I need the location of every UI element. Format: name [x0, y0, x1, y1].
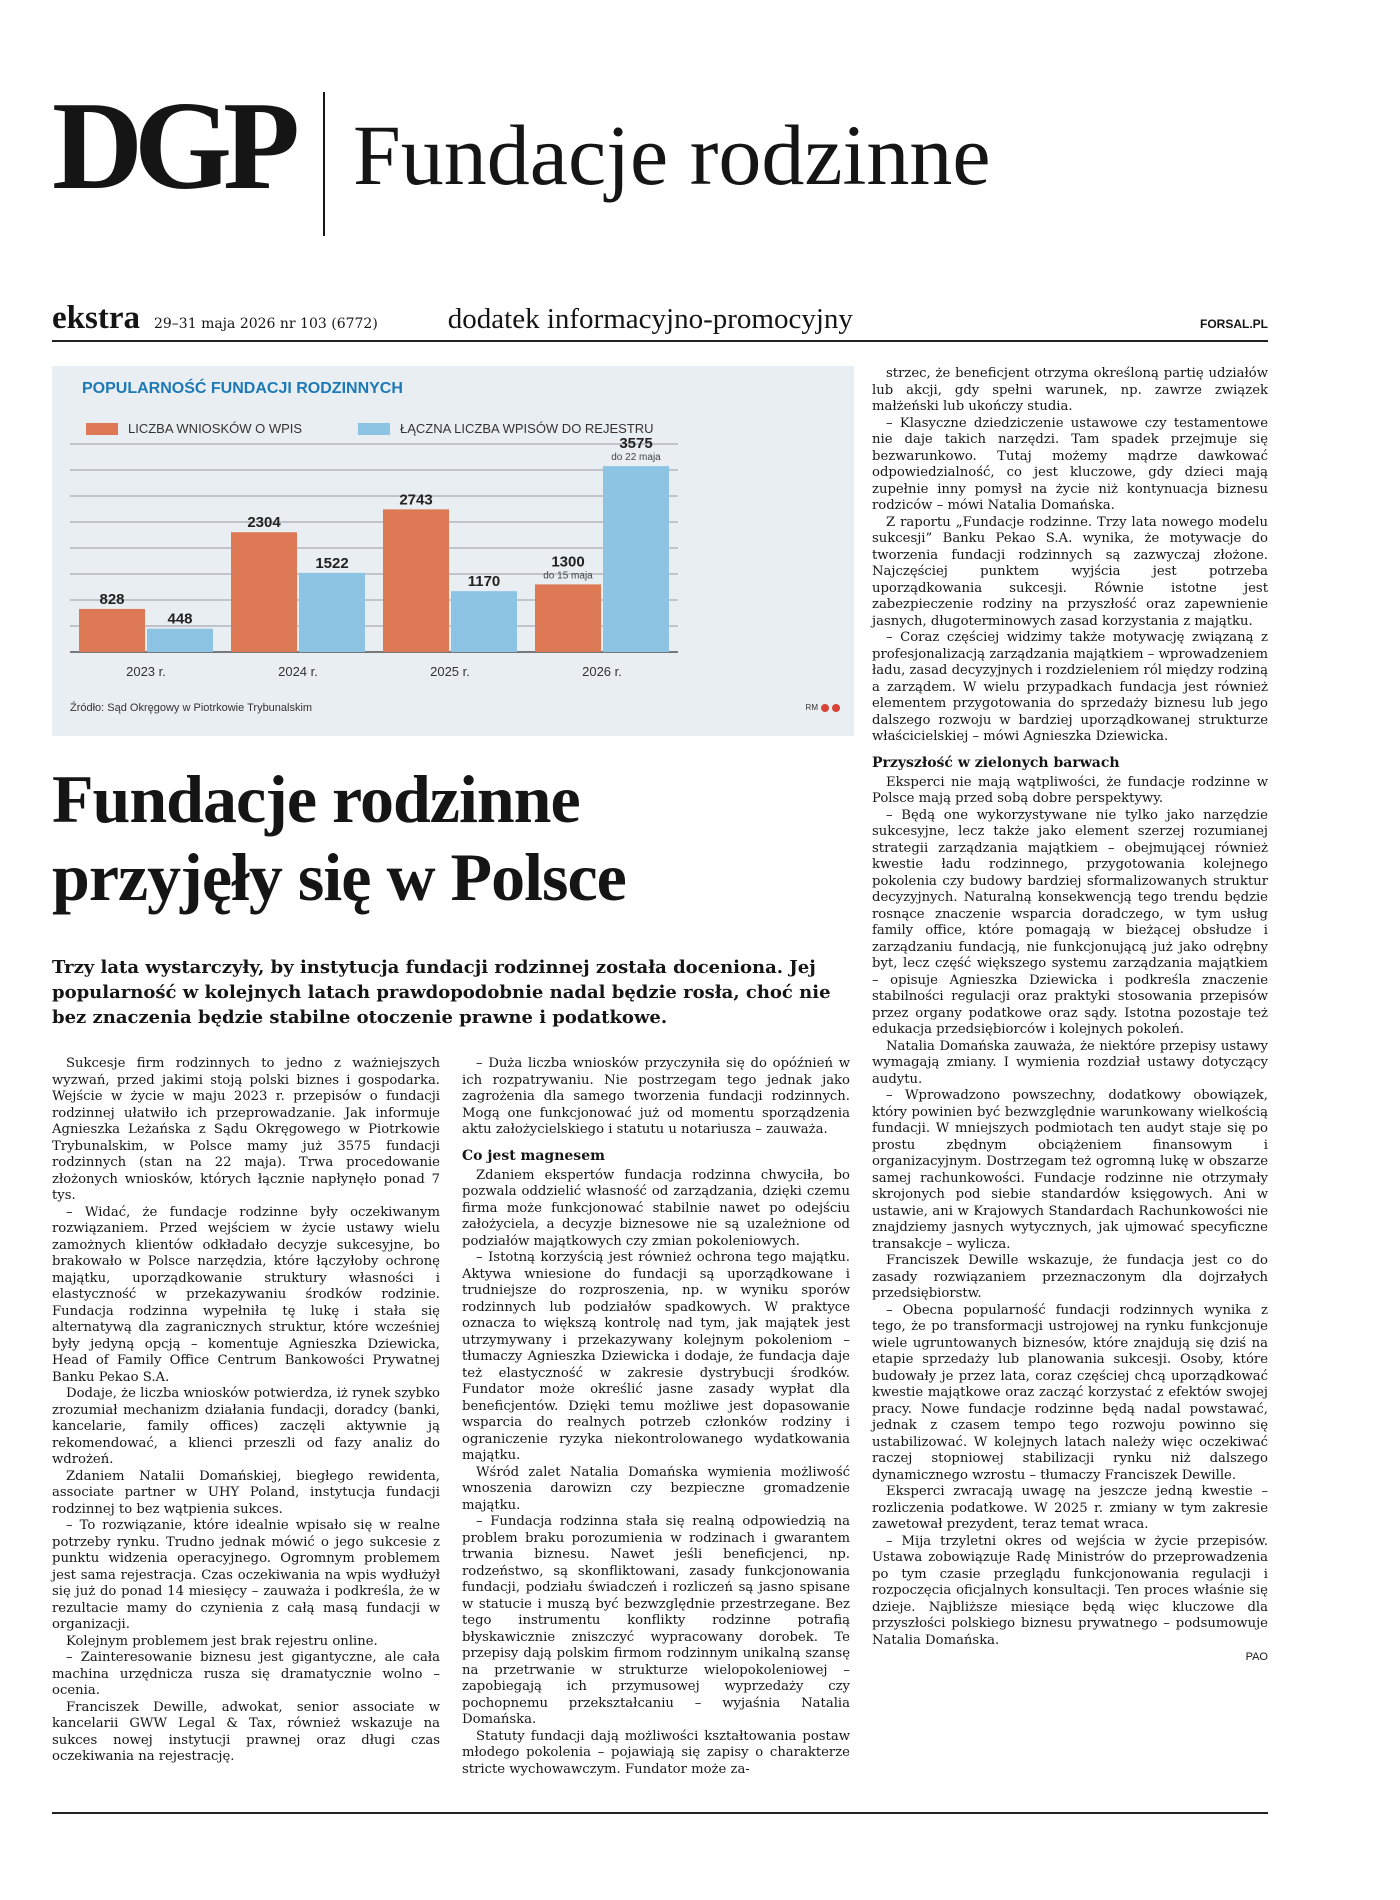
x-tick-label: 2025 r. [430, 664, 470, 679]
bottom-rule [52, 1812, 1268, 1814]
issue-date: 29–31 maja 2026 nr 103 (6772) [153, 316, 378, 332]
chart-title: POPULARNOŚĆ FUNDACJI RODZINNYCH [82, 380, 403, 397]
brand-dot-icon [832, 704, 840, 712]
article-paragraph: – Będą one wykorzystywane nie tylko jako narzędzie sukcesyjne, lecz także jako element szerzej rozumianej strategii zarządzania majątkiem – obejmującej również kwestie ładu rodzinnego, przygotowania kolejnego pokolenia czy budowy bardziej sformalizowanych struktur decyzyjnych. Naturalną konsekwencją tego trendu będzie rosnące znaczenie wsparcia doradczego, w tym usług family office, które pomagają w bieżącej obsłudze i zarządzaniu fundacją, nie funkcjonującą już jako odrębny byt, lecz część większego systemu zarządzania majątkiem – opisuje Agnieszka Dziewicka i podkreśla znaczenie stabilności regulacji oraz praktyki stosowania przepisów przez organy podatkowe oraz sądy. Istotna pozostaje też edukacja przedsiębiorców i kolejnych pokoleń. [872, 807, 1268, 1037]
masthead-divider [323, 92, 325, 236]
article-paragraph: Statuty fundacji dają możliwości kształtowania postaw młodego pokolenia – pojawiają się zapisy o charakterze stricte wychowawczym. Fundator może za- [462, 1728, 850, 1777]
data-label: 3575 [619, 435, 653, 453]
data-label: 1300 [551, 553, 585, 571]
brand-dot-icon [821, 704, 829, 712]
headline-line-2: przyjęły się w Polsce [52, 839, 626, 915]
subheading: Przyszłość w zielonych barwach [872, 754, 1120, 771]
article-column-2 [462, 1056, 850, 1777]
credit-text: RM [805, 703, 818, 712]
article-paragraph: Wśród zalet Natalia Domańska wymienia możliwość wnoszenia darowizn czy bezpieczne gromadzenie majątku. [462, 1464, 850, 1513]
x-tick-label: 2024 r. [278, 664, 318, 679]
paragraph-group [462, 1056, 850, 1139]
bar-registrations [603, 466, 669, 652]
paragraph-group [872, 366, 1268, 746]
data-label: 448 [167, 610, 193, 628]
paragraph-group [872, 775, 1268, 1650]
article-paragraph: Eksperci nie mają wątpliwości, że fundacje rodzinne w Polsce mają przed sobą dobre perspektywy. [872, 774, 1268, 806]
masthead [52, 77, 991, 240]
article-paragraph: – Mija trzyletni okres od wejścia w życie przepisów. Ustawa zobowiązuje Radę Ministrów do przeprowadzenia po tym czasie przeglądu funkcjonowania regulacji i rozpoczęcia oficjalnych konsultacji. Ten proces właśnie się dzieje. Najbliższe miesiące będą więc kluczowe dla przyszłości polskiego biznesu prywatnego – podsumowuje Natalia Domańska. [872, 1533, 1268, 1648]
article-paragraph: – To rozwiązanie, które idealnie wpisało się w realne potrzeby rynku. Trudno jednak mówić o jego sukcesie z punktu widzenia operacyjnego. Ogromnym problemem jest sama rejestracja. Czas oczekiwania na wpis wydłużył się już do ponad 14 miesięcy – zauważa i podkreśla, że w rezultacie mamy do czynienia z całą masą fundacji w organizacji. [52, 1518, 440, 1632]
article-paragraph: – Fundacja rodzinna stała się realną odpowiedzią na problem braku porozumienia w rodzinach i gwarantem trwania biznesu. Nawet jeśli beneficjenci, np. rodzeństwo, są skonfliktowani, zasady funkcjonowania fundacji, podziału świadczeń i rozliczeń są jasno spisane w statucie i muszą być bezwzględnie przestrzegane. Bez tego instrumentu konflikty rodzinne potrafią błyskawicznie zniszczyć wypracowany dorobek. Te przepisy dają polskim firmom rodzinnym unikalną szansę na przetrwanie w strukturze wielopokoleniowej – zapobiegają ich przymusowej wyprzedaży czy pochopnemu przekształcaniu – wyjaśnia Natalia Domańska. [462, 1514, 850, 1727]
bar-applications [79, 609, 145, 652]
article-column-3 [872, 366, 1268, 1802]
bar-registrations [147, 629, 213, 652]
data-annotation: do 22 maja [611, 452, 661, 464]
article-column-1 [52, 1056, 440, 1766]
bar-applications [535, 584, 601, 652]
article-paragraph: Franciszek Dewille, adwokat, senior associate w kancelarii GWW Legal & Tax, również wskazuje na sukces nowej instytucji prawnej oraz długi czas oczekiwania na rejestrację. [52, 1699, 440, 1764]
x-tick-label: 2023 r. [126, 664, 166, 679]
bar-chart [52, 366, 854, 736]
paragraph-group [462, 1168, 850, 1779]
subheading: Co jest magnesem [462, 1147, 605, 1164]
article-paragraph: Franciszek Dewille wskazuje, że fundacja jest co do zasady rozwiązaniem przeznaczonym dla dojrzałych przedsiębiorstw. [872, 1253, 1268, 1301]
article-paragraph: Zdaniem Natalii Domańskiej, biegłego rewidenta, associate partner w UHY Poland, instytucja fundacji rodzinnej to bez wątpienia sukces. [52, 1468, 440, 1517]
article-paragraph: Natalia Domańska zauważa, że niektóre przepisy ustawy wymagają zmiany. I wymienia rozdział ustawy dotyczący audytu. [872, 1038, 1268, 1087]
legend-label: LICZBA WNIOSKÓW O WPIS [128, 421, 303, 436]
data-label: 1170 [467, 573, 501, 591]
article-paragraph: Z raportu „Fundacje rodzinne. Trzy lata nowego modelu sukcesji” Banku Pekao S.A. wynika, że motywacje do tworzenia fundacji rodzinnych są zazwyczaj złożone. Najczęściej punktem wyjścia jest potrzeba uporządkowania sukcesji. Równie istotne jest zabezpieczenie rodziny na przyszłość oraz zapewnienie jasnych, długoterminowych zasad korzystania z majątku. [872, 514, 1268, 629]
article-paragraph: Sukcesje firm rodzinnych to jedno z ważniejszych wyzwań, przed jakimi stoją polski biznes i gospodarka. Wejście w życie w maju 2023 r. przepisów o fundacji rodzinnej ułatwiło ich przeprowadzanie. Jak informuje Agnieszka Leżańska z Sądu Okręgowego w Piotrkowie Trybunalskim, w Polsce mamy już 3575 fundacji rodzinnych (stan na 22 maja). Trwa procedowanie złożonych wniosków, których łącznie napłynęło ponad 7 tys. [52, 1056, 440, 1203]
author-signature: PAO [1245, 1651, 1268, 1663]
chart-source: Źródło: Sąd Okręgowy w Piotrkowie Trybunalskim [70, 702, 313, 714]
promo-label: dodatek informacyjno-promocyjny [447, 303, 853, 335]
article-paragraph: – Klasyczne dziedziczenie ustawowe czy testamentowe nie daje takich narzędzi. Tam spadek przejmuje się bezwarunkowo. Tutaj możemy mądrze dawkować odpowiedzialność, co jest kluczowe, gdy dzieci mają zupełnie inny pomysł na życie niż kontynuacja biznesu rodziców – mówi Natalia Domańska. [872, 415, 1268, 513]
site-link[interactable]: FORSAL.PL [1200, 317, 1268, 331]
chart-credit [806, 703, 840, 712]
article-paragraph: Kolejnym problemem jest brak rejestru online. [66, 1633, 378, 1649]
article-paragraph: – Widać, że fundacje rodzinne były oczekiwanym rozwiązaniem. Przed wejściem w życie ustawy wielu zamożnych klientów odkładało decyzje sukcesyjne, bo brakowało w Polsce narzędzia, które łączyłoby ochronę majątku, uporządkowanie struktury własności i elastyczność w przekazywaniu środków rodzinie. Fundacja rodzinna wypełniła tę lukę i stała się alternatywą dla zagranicznych struktur, które wcześniej były jedyną opcją – komentuje Agnieszka Dziewicka, Head of Family Office Centrum Bankowości Prywatnej Banku Pekao S.A. [52, 1204, 440, 1385]
headline-line-1: Fundacje rodzinne [52, 761, 580, 837]
article-paragraph: – Wprowadzono powszechny, dodatkowy obowiązek, który powinien być bezwzględnie warunkowany wielkością fundacji. W mniejszych podmiotach ten audyt staje się po prostu zbędnym obciążeniem finansowym i organizacyjnym. Dostrzegam też ogromną lukę w obszarze samej rachunkowości. Fundacje rodzinne nie otrzymały skrojonych pod siebie standardów księgowych. Ani w ustawie, ani w Krajowych Standardach Rachunkowości nie znajdziemy jasnych wytycznych, jak ujmować specyficzne transakcje – wylicza. [872, 1088, 1268, 1252]
bar-registrations [299, 573, 365, 652]
article-paragraph: – Zainteresowanie biznesu jest gigantyczne, ale cała machina urzędnicza rusza się dramatycznie wolno – ocenia. [52, 1650, 440, 1698]
data-label: 2743 [399, 491, 433, 509]
data-annotation: do 15 maja [543, 570, 593, 582]
ekstra-label: ekstra [52, 300, 140, 336]
article-paragraph: – Coraz częściej widzimy także motywację związaną z profesjonalizacją zarządzania majątkiem – wprowadzeniem ładu, zasad decyzyjnych i rozdzieleniem ról między rodziną a zarządem. W wielu przypadkach fundacja jest również elementem przygotowania do sprzedaży biznesu lub jego dalszego rozwoju w bardziej uporządkowanej strukturze właścicielskiej – mówi Agnieszka Dziewicka. [872, 630, 1268, 744]
article-paragraph: – Duża liczba wniosków przyczyniła się do opóźnień w ich rozpatrywaniu. Nie postrzegam tego jednak jako zagrożenia dla samego tworzenia fundacji rodzinnych. Mogą one funkcjonować już od momentu sporządzenia aktu założycielskiego i statutu u notariusza – zauważa. [462, 1056, 850, 1137]
data-label: 1522 [315, 554, 349, 572]
section-title: Fundacje rodzinne [352, 107, 991, 203]
article-paragraph: strzec, że beneficjent otrzyma określoną partię udziałów lub akcji, gdy spełni warunek, np. zawrze związek małżeński lub ukończy studia. [872, 366, 1268, 414]
lead-paragraph: Trzy lata wystarczyły, by instytucja fundacji rodzinnej została doceniona. Jej popularność w kolejnych latach prawdopodobnie nadal będzie rosła, choć nie bez znaczenia będzie stabilne otoczenie prawne i podatkowe. [52, 957, 831, 1028]
paragraph-group [52, 1056, 440, 1766]
article-paragraph: Zdaniem ekspertów fundacja rodzinna chwyciła, bo pozwala oddzielić własność od zarządzania, dzięki czemu firma może funkcjonować stabilnie nawet po odejściu założyciela, a decyzje biznesowe nie są uzależnione od podziałów majątkowych czy zmian pokoleniowych. [462, 1167, 850, 1249]
article-paragraph: Eksperci zwracają uwagę na jeszcze jedną kwestie – rozliczenia podatkowe. W 2025 r. zmiany w tym zakresie zawetował prezydent, teraz temat wraca. [872, 1484, 1268, 1532]
bar-applications [231, 532, 297, 652]
article-paragraph: – Obecna popularność fundacji rodzinnych wynika z tego, że po transformacji ustrojowej na rynku funkcjonuje wiele ugruntowanych biznesów, które znajdują się dziś na etapie sprzedaży lub planowania sukcesji. Osoby, które budowały je przez lata, coraz częściej chcą uporządkować kwestie majątkowe oraz zacząć korzystać z efektów swojej pracy. Nowe fundacje rodzinne będą nadal powstawać, jednak z czasem tempo tego rozwoju powinno się ustabilizować. W kolejnych latach należy więc oczekiwać raczej stopniowej stabilizacji rynku niż dalszego dynamicznego wzrostu – tłumaczy Franciszek Dewille. [872, 1302, 1268, 1483]
dgp-logo: DGP [52, 77, 291, 216]
chart-container [52, 366, 854, 736]
bar-applications [383, 509, 449, 652]
article-paragraph: Dodaje, że liczba wniosków potwierdza, iż rynek szybko zrozumiał mechanizm działania fundacji, doradcy (banki, kancelarie, family offices) zaczęli aktywnie ją rekomendować, a klienci przeszli od fazy analiz do wdrożeń. [52, 1386, 440, 1467]
bar-registrations [451, 591, 517, 652]
issue-info-bar [52, 300, 1268, 342]
legend-label: ŁĄCZNA LICZBA WPISÓW DO REJESTRU [400, 421, 654, 436]
data-label: 828 [99, 590, 125, 608]
x-tick-label: 2026 r. [582, 664, 622, 679]
headline [52, 760, 852, 916]
data-label: 2304 [247, 514, 281, 532]
article-paragraph: – Istotną korzyścią jest również ochrona tego majątku. Aktywa wniesione do fundacji są uporządkowane i trudniejsze do rozproszenia, np. w wyniku sporów rodzinnych lub podziałów spadkowych. W praktyce oznacza to większą kontrolę nad tym, jak majątek jest utrzymywany i przekazywany kolejnym pokoleniom – tłumaczy Agnieszka Dziewicka i dodaje, że fundacja daje też elastyczność w zakresie dystrybucji środków. Fundator może określić jasne zasady wypłat dla beneficjentów. Dzięki temu możliwe jest dopasowanie wsparcia do realnych potrzeb członków rodziny i ograniczenie ryzyka niekontrolowanego wydatkowania majątku. [462, 1250, 850, 1463]
